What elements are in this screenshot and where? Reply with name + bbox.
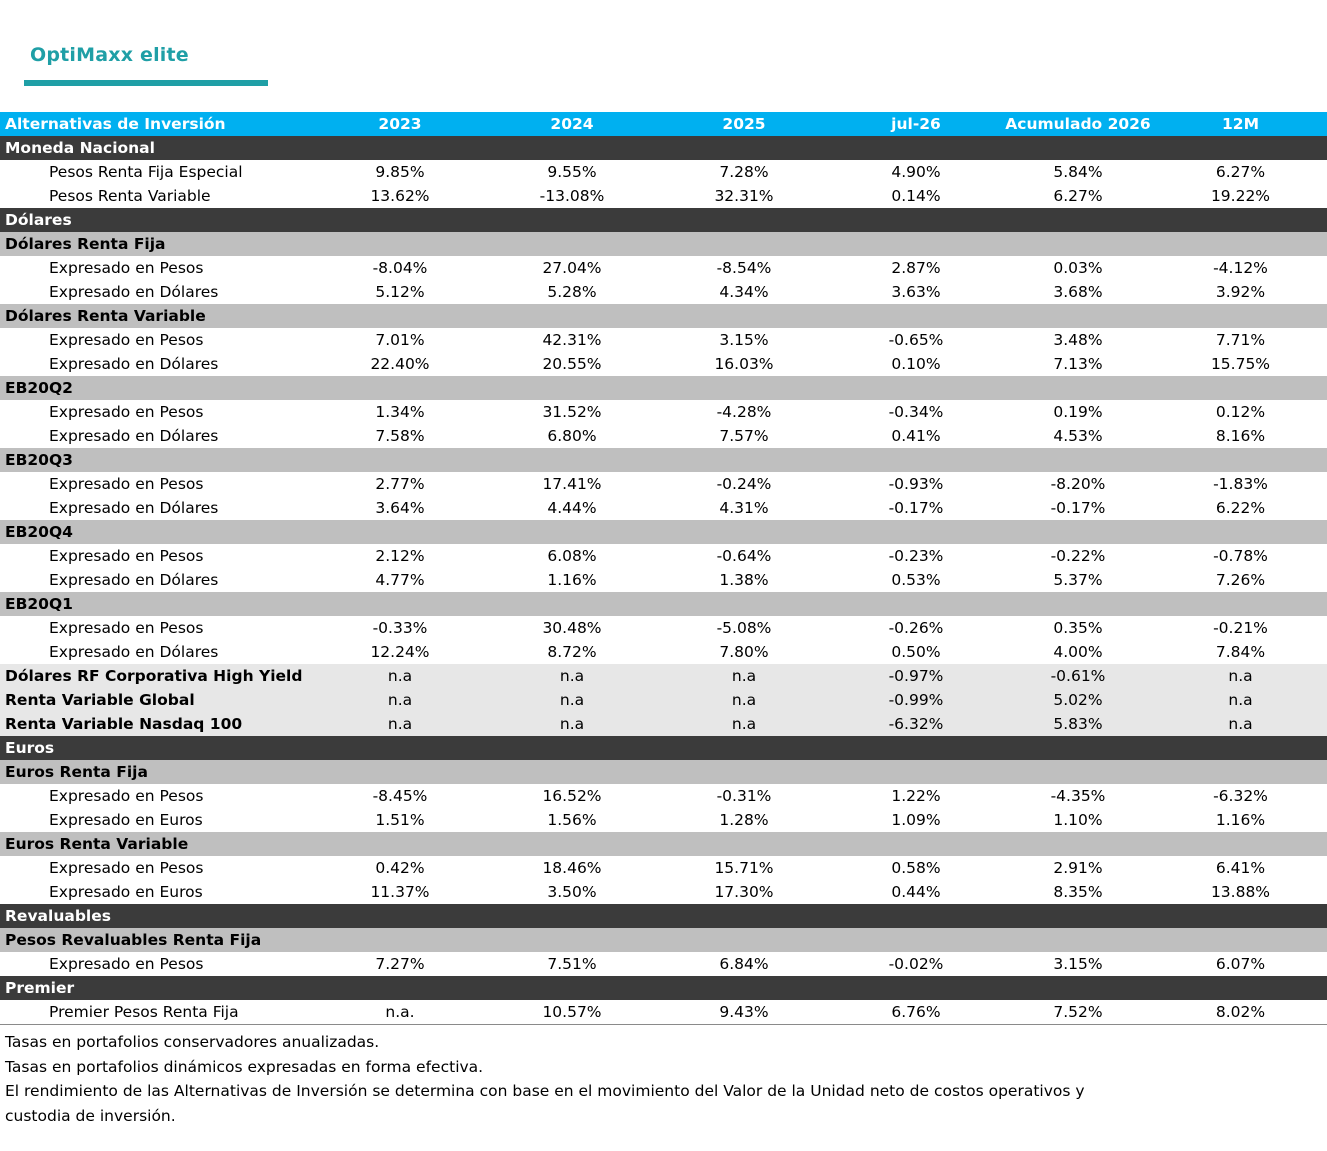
- value-cell: 5.28%: [547, 283, 597, 301]
- row-label: Expresado en Dólares: [49, 499, 219, 517]
- value-cell: n.a: [1228, 715, 1253, 733]
- row-label: Expresado en Dólares: [49, 283, 219, 301]
- value-cell: 3.68%: [1053, 283, 1103, 301]
- value-cell: n.a: [559, 715, 585, 733]
- value-cell: 13.62%: [370, 187, 430, 205]
- value-cell: 7.01%: [375, 331, 425, 349]
- value-cell: 42.31%: [542, 331, 602, 349]
- value-cell: -0.26%: [888, 619, 944, 637]
- subsection-row: [0, 520, 1327, 544]
- table-row: [0, 184, 1327, 208]
- value-cell: 0.50%: [891, 643, 941, 661]
- value-cell: 17.30%: [714, 883, 774, 901]
- value-cell: -4.35%: [1050, 787, 1106, 805]
- value-cell: 7.52%: [1053, 1003, 1103, 1021]
- value-cell: 15.71%: [714, 859, 774, 877]
- table-row: [0, 256, 1327, 280]
- section-row: [0, 904, 1327, 928]
- value-cell: 7.51%: [547, 955, 597, 973]
- table-row: [0, 688, 1327, 712]
- value-cell: 27.04%: [542, 259, 602, 277]
- value-cell: 2.12%: [375, 547, 425, 565]
- row-label: Expresado en Dólares: [49, 427, 219, 445]
- table-row: [0, 400, 1327, 424]
- returns-table: [0, 112, 1327, 1025]
- footnote: El rendimiento de las Alternativas de Inversión se determina con base en el movimiento del Valor de la Unidad neto de costos operativos y: [5, 1082, 1085, 1100]
- section-row: [0, 736, 1327, 760]
- footnote: custodia de inversión.: [5, 1106, 176, 1125]
- header-col-acumulado: Acumulado 2026: [1005, 115, 1151, 133]
- value-cell: 9.85%: [375, 163, 425, 181]
- brand-title: OptiMaxx elite: [30, 44, 189, 66]
- value-cell: 1.22%: [891, 787, 941, 805]
- value-cell: 30.48%: [542, 619, 602, 637]
- row-label: Pesos Renta Variable: [49, 187, 211, 205]
- value-cell: 2.91%: [1053, 859, 1103, 877]
- table-row: [0, 352, 1327, 376]
- value-cell: -0.17%: [888, 499, 944, 517]
- row-label: Expresado en Euros: [49, 811, 203, 829]
- value-cell: 1.09%: [891, 811, 941, 829]
- row-label: Expresado en Pesos: [49, 859, 204, 877]
- table-row: [0, 856, 1327, 880]
- section-row: [0, 136, 1327, 160]
- header-label: Alternativas de Inversión: [5, 115, 226, 133]
- value-cell: n.a: [559, 667, 585, 685]
- value-cell: -4.28%: [716, 403, 772, 421]
- value-cell: 13.88%: [1210, 883, 1271, 901]
- value-cell: 8.72%: [547, 643, 597, 661]
- row-label: Moneda Nacional: [5, 139, 155, 157]
- row-label: Pesos Revaluables Renta Fija: [5, 931, 262, 949]
- row-label: Revaluables: [5, 907, 111, 925]
- value-cell: 16.03%: [714, 355, 774, 373]
- value-cell: 1.10%: [1053, 811, 1103, 829]
- value-cell: 7.28%: [719, 163, 769, 181]
- value-cell: 0.10%: [891, 355, 941, 373]
- header-col-2024: 2024: [550, 115, 594, 133]
- subsection-row: [0, 832, 1327, 856]
- footnote: Tasas en portafolios conservadores anualizadas.: [5, 1033, 380, 1051]
- value-cell: 6.80%: [547, 427, 597, 445]
- value-cell: 1.16%: [547, 571, 597, 589]
- value-cell: -0.78%: [1213, 547, 1268, 565]
- subsection-row: [0, 448, 1327, 472]
- value-cell: 3.63%: [891, 283, 941, 301]
- subsection-row: [0, 928, 1327, 952]
- table-row: [0, 280, 1327, 304]
- value-cell: -0.64%: [716, 547, 772, 565]
- value-cell: 5.84%: [1053, 163, 1103, 181]
- table-row: [0, 328, 1327, 352]
- table-row: [0, 616, 1327, 640]
- value-cell: 7.80%: [719, 643, 769, 661]
- value-cell: 0.19%: [1053, 403, 1103, 421]
- value-cell: 22.40%: [370, 355, 430, 373]
- subsection-row: [0, 376, 1327, 400]
- table-row: [0, 1000, 1327, 1025]
- value-cell: 4.00%: [1053, 643, 1103, 661]
- value-cell: 10.57%: [542, 1003, 602, 1021]
- value-cell: 3.64%: [375, 499, 425, 517]
- value-cell: 11.37%: [370, 883, 430, 901]
- value-cell: 7.71%: [1215, 331, 1266, 349]
- value-cell: 7.26%: [1215, 571, 1266, 589]
- value-cell: -13.08%: [539, 187, 605, 205]
- value-cell: -0.02%: [888, 955, 944, 973]
- value-cell: 3.15%: [1053, 955, 1103, 973]
- subsection-row: [0, 592, 1327, 616]
- value-cell: 9.43%: [719, 1003, 769, 1021]
- header-col-jul26: jul-26: [891, 115, 941, 133]
- value-cell: -0.23%: [888, 547, 944, 565]
- value-cell: 1.28%: [719, 811, 769, 829]
- row-label: Expresado en Pesos: [49, 547, 204, 565]
- footnotes: [5, 1030, 1105, 1128]
- value-cell: 15.75%: [1210, 355, 1271, 373]
- subsection-row: [0, 232, 1327, 256]
- row-label: Expresado en Pesos: [49, 403, 204, 421]
- value-cell: n.a: [731, 667, 757, 685]
- value-cell: -0.61%: [1050, 667, 1106, 685]
- header-col-2025: 2025: [722, 115, 766, 133]
- table-row: [0, 880, 1327, 904]
- row-label: Dólares RF Corporativa High Yield: [5, 667, 303, 685]
- value-cell: 2.87%: [891, 259, 941, 277]
- value-cell: 9.55%: [547, 163, 597, 181]
- row-label: EB20Q2: [5, 379, 73, 397]
- value-cell: -5.08%: [716, 619, 772, 637]
- value-cell: n.a: [387, 715, 413, 733]
- value-cell: 20.55%: [542, 355, 602, 373]
- table-row: [0, 640, 1327, 664]
- value-cell: -8.54%: [716, 259, 772, 277]
- table-row: [0, 472, 1327, 496]
- value-cell: 31.52%: [542, 403, 602, 421]
- value-cell: -8.04%: [372, 259, 428, 277]
- value-cell: n.a.: [385, 1003, 415, 1021]
- value-cell: 0.12%: [1215, 403, 1266, 421]
- value-cell: -6.32%: [888, 715, 944, 733]
- table-row: [0, 664, 1327, 688]
- value-cell: -0.97%: [888, 667, 944, 685]
- header-col-2023: 2023: [378, 115, 422, 133]
- section-row: [0, 208, 1327, 232]
- value-cell: 3.48%: [1053, 331, 1103, 349]
- value-cell: 4.53%: [1053, 427, 1103, 445]
- value-cell: n.a: [731, 715, 757, 733]
- header-col-12m: 12M: [1222, 115, 1259, 133]
- value-cell: 1.38%: [719, 571, 769, 589]
- row-label: Premier: [5, 979, 75, 997]
- value-cell: 0.35%: [1053, 619, 1103, 637]
- value-cell: 0.03%: [1053, 259, 1103, 277]
- value-cell: 6.41%: [1215, 859, 1266, 877]
- row-label: Expresado en Dólares: [49, 643, 219, 661]
- value-cell: n.a: [559, 691, 585, 709]
- table-row: [0, 712, 1327, 736]
- value-cell: -0.34%: [888, 403, 944, 421]
- value-cell: 7.13%: [1053, 355, 1103, 373]
- value-cell: 32.31%: [714, 187, 774, 205]
- table-header: [0, 112, 1327, 136]
- row-label: Dólares Renta Variable: [5, 307, 206, 325]
- row-label: Dólares Renta Fija: [5, 235, 166, 253]
- value-cell: n.a: [1228, 691, 1253, 709]
- value-cell: -0.22%: [1050, 547, 1106, 565]
- value-cell: 6.27%: [1215, 163, 1266, 181]
- value-cell: 2.77%: [375, 475, 425, 493]
- value-cell: n.a: [1228, 667, 1253, 685]
- value-cell: 1.34%: [375, 403, 425, 421]
- subsection-row: [0, 304, 1327, 328]
- value-cell: n.a: [731, 691, 757, 709]
- row-label: Expresado en Pesos: [49, 787, 204, 805]
- value-cell: 6.08%: [547, 547, 597, 565]
- value-cell: -0.17%: [1050, 499, 1106, 517]
- brand-underline: [24, 80, 268, 86]
- row-label: Expresado en Dólares: [49, 355, 219, 373]
- value-cell: -0.65%: [888, 331, 944, 349]
- row-label: EB20Q4: [5, 523, 73, 541]
- value-cell: 7.58%: [375, 427, 425, 445]
- row-label: Dólares: [5, 211, 72, 229]
- row-label: Expresado en Pesos: [49, 475, 204, 493]
- value-cell: 5.37%: [1053, 571, 1103, 589]
- subsection-row: [0, 760, 1327, 784]
- row-label: Euros: [5, 739, 55, 757]
- value-cell: -0.31%: [716, 787, 772, 805]
- table-row: [0, 568, 1327, 592]
- value-cell: 1.51%: [375, 811, 425, 829]
- value-cell: -4.12%: [1213, 259, 1268, 277]
- row-label: Expresado en Euros: [49, 883, 203, 901]
- value-cell: -8.45%: [372, 787, 428, 805]
- row-label: Premier Pesos Renta Fija: [49, 1003, 239, 1021]
- row-label: Expresado en Pesos: [49, 259, 204, 277]
- value-cell: -8.20%: [1050, 475, 1106, 493]
- table-row: [0, 952, 1327, 976]
- value-cell: 5.02%: [1053, 691, 1103, 709]
- value-cell: 3.92%: [1215, 283, 1266, 301]
- value-cell: -6.32%: [1213, 787, 1268, 805]
- row-label: Pesos Renta Fija Especial: [49, 163, 243, 181]
- table-row: [0, 784, 1327, 808]
- row-label: Renta Variable Nasdaq 100: [5, 715, 243, 733]
- row-label: Expresado en Dólares: [49, 571, 219, 589]
- value-cell: 8.02%: [1215, 1003, 1266, 1021]
- value-cell: 0.53%: [891, 571, 941, 589]
- table-row: [0, 808, 1327, 832]
- value-cell: 6.07%: [1215, 955, 1266, 973]
- value-cell: 6.22%: [1215, 499, 1266, 517]
- row-label: Renta Variable Global: [5, 691, 195, 709]
- value-cell: 0.14%: [891, 187, 941, 205]
- value-cell: -0.93%: [888, 475, 944, 493]
- value-cell: n.a: [387, 691, 413, 709]
- value-cell: -0.33%: [372, 619, 428, 637]
- value-cell: 3.15%: [719, 331, 769, 349]
- value-cell: 4.44%: [547, 499, 597, 517]
- table-row: [0, 544, 1327, 568]
- row-label: Euros Renta Variable: [5, 835, 189, 853]
- value-cell: 4.31%: [719, 499, 769, 517]
- row-label: EB20Q1: [5, 595, 73, 613]
- value-cell: 5.83%: [1053, 715, 1103, 733]
- footnote: Tasas en portafolios dinámicos expresadas en forma efectiva.: [5, 1057, 484, 1076]
- value-cell: 19.22%: [1210, 187, 1271, 205]
- value-cell: 16.52%: [542, 787, 602, 805]
- value-cell: 6.27%: [1053, 187, 1103, 205]
- row-label: Expresado en Pesos: [49, 955, 204, 973]
- value-cell: 7.57%: [719, 427, 769, 445]
- value-cell: n.a: [387, 667, 413, 685]
- value-cell: 4.90%: [891, 163, 941, 181]
- value-cell: 3.50%: [547, 883, 597, 901]
- value-cell: 12.24%: [370, 643, 430, 661]
- value-cell: 1.56%: [547, 811, 597, 829]
- value-cell: 5.12%: [375, 283, 425, 301]
- value-cell: 0.41%: [891, 427, 941, 445]
- value-cell: 8.35%: [1053, 883, 1103, 901]
- table-row: [0, 424, 1327, 448]
- section-row: [0, 976, 1327, 1000]
- row-label: EB20Q3: [5, 451, 73, 469]
- value-cell: -1.83%: [1213, 475, 1268, 493]
- value-cell: -0.21%: [1213, 619, 1268, 637]
- value-cell: 8.16%: [1215, 427, 1266, 445]
- value-cell: 4.77%: [375, 571, 425, 589]
- value-cell: 0.58%: [891, 859, 941, 877]
- value-cell: -0.24%: [716, 475, 772, 493]
- value-cell: 6.84%: [719, 955, 769, 973]
- row-label: Expresado en Pesos: [49, 619, 204, 637]
- row-label: Expresado en Pesos: [49, 331, 204, 349]
- value-cell: 1.16%: [1215, 811, 1266, 829]
- value-cell: 0.44%: [891, 883, 941, 901]
- value-cell: 7.84%: [1215, 643, 1266, 661]
- value-cell: 18.46%: [542, 859, 602, 877]
- row-label: Euros Renta Fija: [5, 763, 148, 781]
- value-cell: -0.99%: [888, 691, 944, 709]
- value-cell: 4.34%: [719, 283, 769, 301]
- value-cell: 17.41%: [542, 475, 602, 493]
- value-cell: 7.27%: [375, 955, 425, 973]
- table-row: [0, 496, 1327, 520]
- value-cell: 6.76%: [891, 1003, 941, 1021]
- value-cell: 0.42%: [375, 859, 425, 877]
- table-row: [0, 160, 1327, 184]
